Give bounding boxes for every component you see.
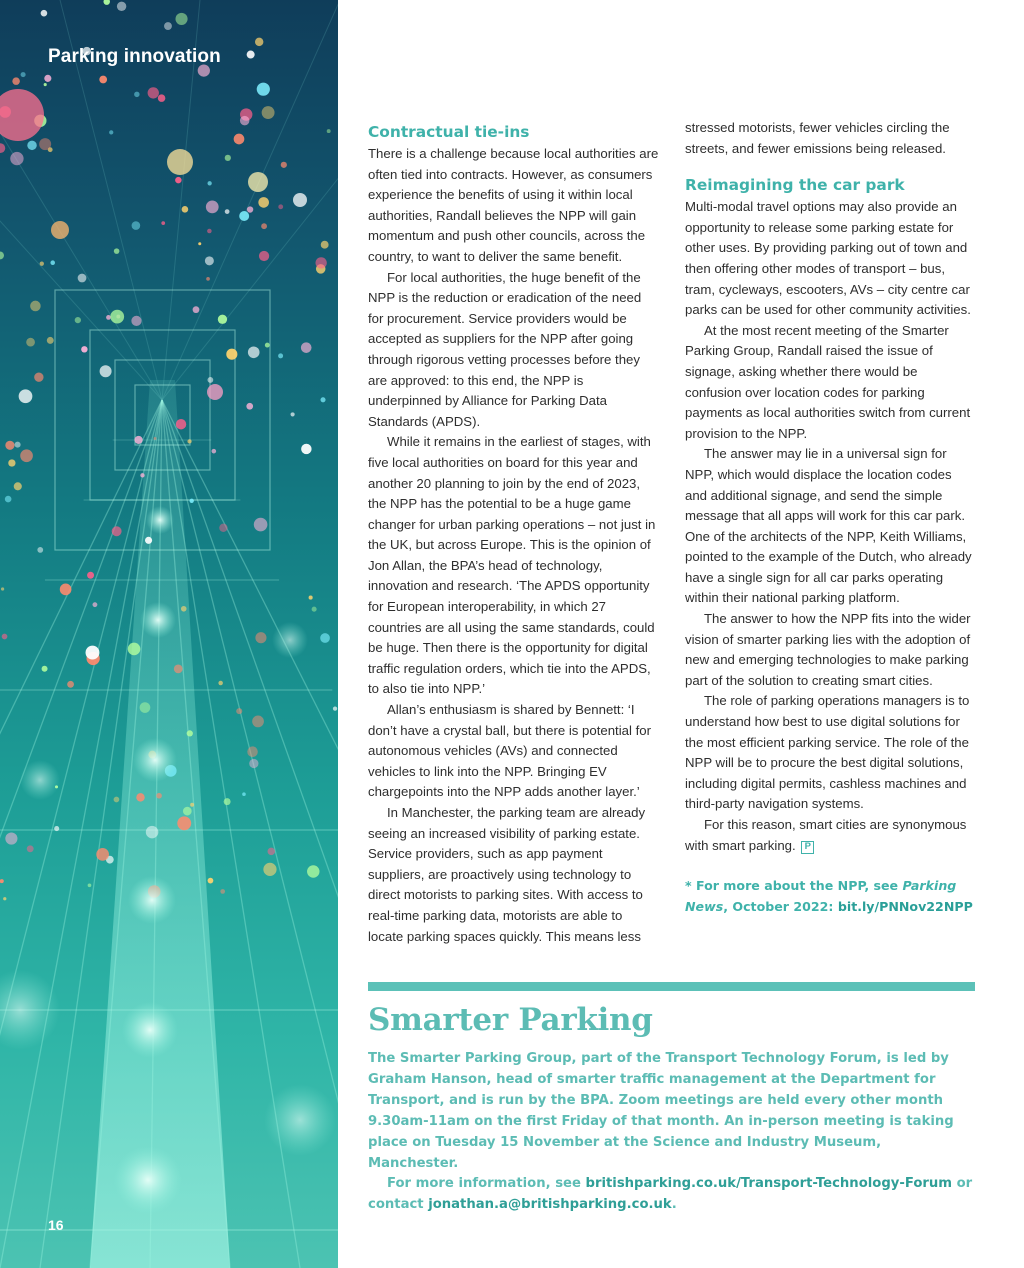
bokeh-dot xyxy=(156,793,162,799)
bokeh-dot xyxy=(207,229,212,234)
bokeh-dot xyxy=(320,397,325,402)
bokeh-dot xyxy=(249,759,258,768)
bokeh-dot xyxy=(153,437,156,440)
paragraph-continuation: stressed motorists, fewer vehicles circling the streets, and fewer emissions being released. xyxy=(685,120,950,156)
glow-light xyxy=(264,1084,336,1156)
bokeh-dot xyxy=(8,459,15,466)
bokeh-dot xyxy=(183,807,192,816)
bokeh-dot xyxy=(259,251,269,261)
bokeh-dot xyxy=(110,310,124,324)
bokeh-dot xyxy=(3,897,6,900)
bokeh-dot xyxy=(248,172,268,192)
glow-light xyxy=(114,1146,182,1214)
bokeh-dot xyxy=(182,206,189,213)
bokeh-dot xyxy=(15,442,21,448)
bokeh-dot xyxy=(2,634,8,640)
bokeh-dot xyxy=(20,449,33,462)
box-contact-paragraph xyxy=(368,1174,976,1216)
bokeh-dot xyxy=(106,315,111,320)
bokeh-dot xyxy=(30,301,41,312)
bokeh-dot xyxy=(242,792,246,796)
bokeh-dot xyxy=(114,248,120,254)
bokeh-dot xyxy=(176,419,186,429)
bokeh-dot xyxy=(207,377,213,383)
bokeh-dot xyxy=(134,436,142,444)
glow-light xyxy=(128,876,176,924)
bokeh-dot xyxy=(247,746,258,757)
footnote-middle: , October 2022: xyxy=(723,898,838,914)
bokeh-dot xyxy=(51,221,69,239)
bokeh-dot xyxy=(246,403,253,410)
bokeh-dot xyxy=(134,92,139,97)
article-column-1 xyxy=(368,118,660,947)
bokeh-dot xyxy=(239,211,249,221)
bokeh-dot xyxy=(265,343,270,348)
bokeh-dot xyxy=(307,865,319,877)
bokeh-dot xyxy=(27,845,34,852)
paragraph: The answer to how the NPP fits into the wider vision of smarter parking lies with the adoption of new and emerging technologies to make parking part of the solution to creating smart cities. xyxy=(685,611,971,688)
bokeh-dot xyxy=(309,596,313,600)
bokeh-dot xyxy=(54,826,59,831)
bokeh-dot xyxy=(0,143,5,153)
paragraph: Allan’s enthusiasm is shared by Bennett: ‘I don’t have a crystal ball, but there is potential for autonomous vehicles (AVs) and connected vehicles to link into the NPP. Bringing EV chargepoints into the NPP adds another layer.’ xyxy=(368,702,651,800)
bokeh-dot xyxy=(320,633,330,643)
bokeh-dot xyxy=(278,204,283,209)
bokeh-dot xyxy=(60,584,72,596)
bokeh-dot xyxy=(263,863,276,876)
bokeh-dot xyxy=(206,277,210,281)
glow-light xyxy=(20,760,60,800)
glow-light xyxy=(272,622,308,658)
bokeh-dot xyxy=(240,116,249,125)
bokeh-dot xyxy=(187,730,193,736)
bokeh-dot xyxy=(42,666,48,672)
bokeh-dot xyxy=(312,607,317,612)
bokeh-dot xyxy=(158,94,166,102)
footnote xyxy=(685,876,977,917)
bokeh-dot xyxy=(96,848,109,861)
bokeh-dot xyxy=(247,206,253,212)
bokeh-dot xyxy=(109,130,113,134)
bokeh-dot xyxy=(41,10,48,17)
bokeh-dot xyxy=(321,241,329,249)
bokeh-dot xyxy=(0,89,44,141)
bokeh-dot xyxy=(37,547,43,553)
bokeh-dot xyxy=(205,256,214,265)
box-body xyxy=(368,1049,976,1216)
bokeh-dot xyxy=(100,365,112,377)
heading-reimagining-the-car-park: Reimagining the car park xyxy=(685,176,905,195)
bokeh-dot xyxy=(315,257,326,268)
bokeh-dot xyxy=(5,832,17,844)
bokeh-dot xyxy=(174,664,183,673)
bokeh-dot xyxy=(327,129,331,133)
box-paragraph: The Smarter Parking Group, part of the Transport Technology Forum, is led by Graham Hanson, head of smarter traffic management at the Department for Transport, and is run by the BPA. Zoom meetings are held every other month 9.30am-11am on the first Friday of that month. An in-person meeting is taking place on Tuesday 15 November at the Science and Industry Museum, Manchester. xyxy=(368,1051,954,1171)
bokeh-dot xyxy=(40,262,44,266)
bokeh-dot xyxy=(146,826,159,839)
hero-illustration xyxy=(0,0,338,1268)
bokeh-dot xyxy=(262,106,275,119)
bokeh-dot xyxy=(99,76,107,84)
footnote-publication: Parking News xyxy=(685,878,957,914)
bokeh-dot xyxy=(198,242,201,245)
bokeh-dot xyxy=(252,716,264,728)
bokeh-dot xyxy=(140,702,151,713)
parking-end-icon: P xyxy=(801,841,814,854)
bokeh-dot xyxy=(207,181,211,185)
bokeh-dot xyxy=(281,162,287,168)
glow-light xyxy=(122,1002,178,1058)
paragraph: In Manchester, the parking team are already seeing an increased visibility of parking estate. Service providers, such as app payment suppliers, are proactively using technology to direct motorists to parking sites. With access to real-time parking data, motorists are able to locate parking spaces quickly. This means less xyxy=(368,805,646,944)
bokeh-dot xyxy=(248,346,260,358)
bokeh-dot xyxy=(278,353,283,358)
bokeh-dot xyxy=(117,2,126,11)
bokeh-dot xyxy=(247,51,255,59)
bokeh-dot xyxy=(226,349,237,360)
bokeh-dot xyxy=(140,473,144,477)
bokeh-dot xyxy=(257,83,270,96)
bokeh-dot xyxy=(224,798,231,805)
bokeh-dot xyxy=(190,499,194,503)
bokeh-dot xyxy=(301,444,311,454)
paragraph: The answer may lie in a universal sign for NPP, which would displace the location codes and additional signage, and send the simple message that all apps will work for this car park. One of the architects of the NPP, Keith Williams, pointed to the example of the Dutch, who already have a single sign for all car parks operating within their national parking platform. xyxy=(685,446,972,606)
email-link[interactable]: jonathan.a@britishparking.co.uk xyxy=(428,1197,672,1213)
bokeh-dot xyxy=(81,346,87,352)
bokeh-dot xyxy=(132,221,141,230)
bokeh-dot xyxy=(19,389,33,403)
page-number: 16 xyxy=(48,1217,64,1233)
box-title: Smarter Parking xyxy=(368,1002,653,1038)
bokeh-dot xyxy=(167,149,193,175)
bokeh-dot xyxy=(254,518,268,532)
bokeh-dot xyxy=(207,384,223,400)
paragraph: There is a challenge because local authorities are often tied into contracts. However, as consumers experience the benefits of using it within local authorities, Randall believes the NPP will gain momentum and push other councils, across the country, to want to deliver the same benefit. xyxy=(368,146,659,264)
bokeh-dot xyxy=(258,197,269,208)
bokeh-dot xyxy=(301,342,312,353)
paragraph: Multi-modal travel options may also provide an opportunity to release some parking estate for other uses. By providing parking out of town and then offering other modes of transport – bus, tram, cycleways, escooters, AVs – city centre car parks can be used for other community activities. xyxy=(685,199,971,318)
bokeh-dot xyxy=(0,251,4,259)
bokeh-dot xyxy=(44,75,51,82)
bokeh-dot xyxy=(187,439,191,443)
bokeh-dot xyxy=(0,879,4,883)
bokeh-dot xyxy=(12,77,20,85)
paragraph: While it remains in the earliest of stages, with five local authorities on board for this year and another 20 planning to join by the end of 2023, the NPP has the potential to be a huge game changer for urban parking operations – not just in the UK, but across Europe. This is the opinion of Jon Allan, the BPA’s head of technology, innovation and research. ‘The APDS opportunity for European interoperability, in which 27 countries are all using the same standards, could be huge. Then there is the opportunity for digital traffic regulation orders, which tie into the APDS, to also tie into NPP.’ xyxy=(368,434,656,697)
bokeh-dot xyxy=(87,572,94,579)
glow-light xyxy=(146,506,174,534)
bokeh-dot xyxy=(177,816,191,830)
bokeh-dot xyxy=(27,141,36,150)
box-divider-rule xyxy=(368,982,975,991)
bokeh-dot xyxy=(193,306,200,313)
bokeh-dot xyxy=(5,441,14,450)
paragraph: At the most recent meeting of the Smarter Parking Group, Randall raised the issue of signage, asking whether there would be confusion over location codes for parking payments as local authorities switch from current provision to the NPP. xyxy=(685,322,971,441)
section-label: Parking innovation xyxy=(48,46,221,67)
bokeh-dot xyxy=(92,602,97,607)
bokeh-dot xyxy=(21,72,26,77)
bokeh-dot xyxy=(225,155,231,161)
footnote-link[interactable]: bit.ly/PNNov22NPP xyxy=(837,898,973,914)
bokeh-dot xyxy=(136,793,144,801)
bokeh-dot xyxy=(181,606,187,612)
bokeh-dot xyxy=(293,193,307,207)
bokeh-dot xyxy=(44,83,47,86)
bokeh-dot xyxy=(208,878,214,884)
box-p2-prefix: For more information, see xyxy=(387,1176,586,1192)
forum-link[interactable]: britishparking.co.uk/Transport-Technology-Forum xyxy=(585,1176,953,1192)
bokeh-dot xyxy=(112,526,122,536)
bokeh-dot xyxy=(131,316,141,326)
paragraph: For local authorities, the huge benefit of the NPP is the reduction or eradication of the need for procurement. Service providers would be accepted as suppliers for the NPP after going through rigorous vetting processes before they are approved: to this end, the NPP is underpinned by Alliance for Parking Data Standards (APDS). xyxy=(368,269,642,429)
bokeh-dot xyxy=(255,632,266,643)
bokeh-dot xyxy=(75,317,81,323)
bokeh-dot xyxy=(148,87,159,98)
bokeh-dot xyxy=(78,274,87,283)
bokeh-dot xyxy=(114,797,120,803)
bokeh-dot xyxy=(190,803,194,807)
final-text: For this reason, smart cities are synonymous with smart parking. xyxy=(685,817,967,853)
bokeh-dot xyxy=(291,412,295,416)
box-p2-suffix: . xyxy=(671,1197,677,1213)
bokeh-dot xyxy=(236,708,242,714)
paragraph-final xyxy=(685,815,977,856)
bokeh-dot xyxy=(86,646,100,660)
bokeh-dot xyxy=(39,138,51,150)
bokeh-dot xyxy=(47,337,54,344)
bokeh-dot xyxy=(333,707,337,711)
bokeh-dot xyxy=(67,681,74,688)
bokeh-dot xyxy=(34,372,43,381)
bokeh-dot xyxy=(104,0,110,5)
bokeh-dot xyxy=(88,883,92,887)
bokeh-dot xyxy=(212,449,217,454)
bokeh-dot xyxy=(218,681,222,685)
bokeh-dot xyxy=(206,201,219,214)
glow-light xyxy=(140,602,176,638)
bokeh-dot xyxy=(164,22,172,30)
bokeh-dot xyxy=(5,496,12,503)
footnote-prefix: * For more about the NPP, see xyxy=(685,878,903,894)
heading-contractual-tie-ins: Contractual tie-ins xyxy=(368,123,530,141)
bokeh-dot xyxy=(261,223,267,229)
bokeh-dot xyxy=(10,152,23,165)
article-column-2 xyxy=(685,118,977,917)
bokeh-dot xyxy=(234,134,245,145)
bokeh-dot xyxy=(225,209,230,214)
paragraph: The role of parking operations managers is to understand how best to use digital solutions for the most efficient parking service. The role of the NPP will be to procure the best digital solutions, including digital permits, cashless machines and third-party navigation systems. xyxy=(685,693,970,812)
box-p2-middle: or contact xyxy=(368,1176,973,1213)
glow-light xyxy=(0,970,60,1050)
bokeh-dot xyxy=(14,482,22,490)
bokeh-dot xyxy=(220,889,225,894)
bokeh-dot xyxy=(50,260,55,265)
bokeh-dot xyxy=(161,221,165,225)
hero-image xyxy=(0,0,338,1268)
bokeh-dot xyxy=(255,38,263,46)
bokeh-dot xyxy=(175,13,187,25)
bokeh-dot xyxy=(175,177,181,183)
bokeh-dot xyxy=(219,524,227,532)
glow-light xyxy=(133,738,177,782)
bokeh-dot xyxy=(268,848,276,856)
bokeh-dot xyxy=(1,587,4,590)
bokeh-dot xyxy=(128,643,141,656)
bokeh-dot xyxy=(218,315,227,324)
bokeh-dot xyxy=(26,338,35,347)
bokeh-dot xyxy=(145,537,152,544)
